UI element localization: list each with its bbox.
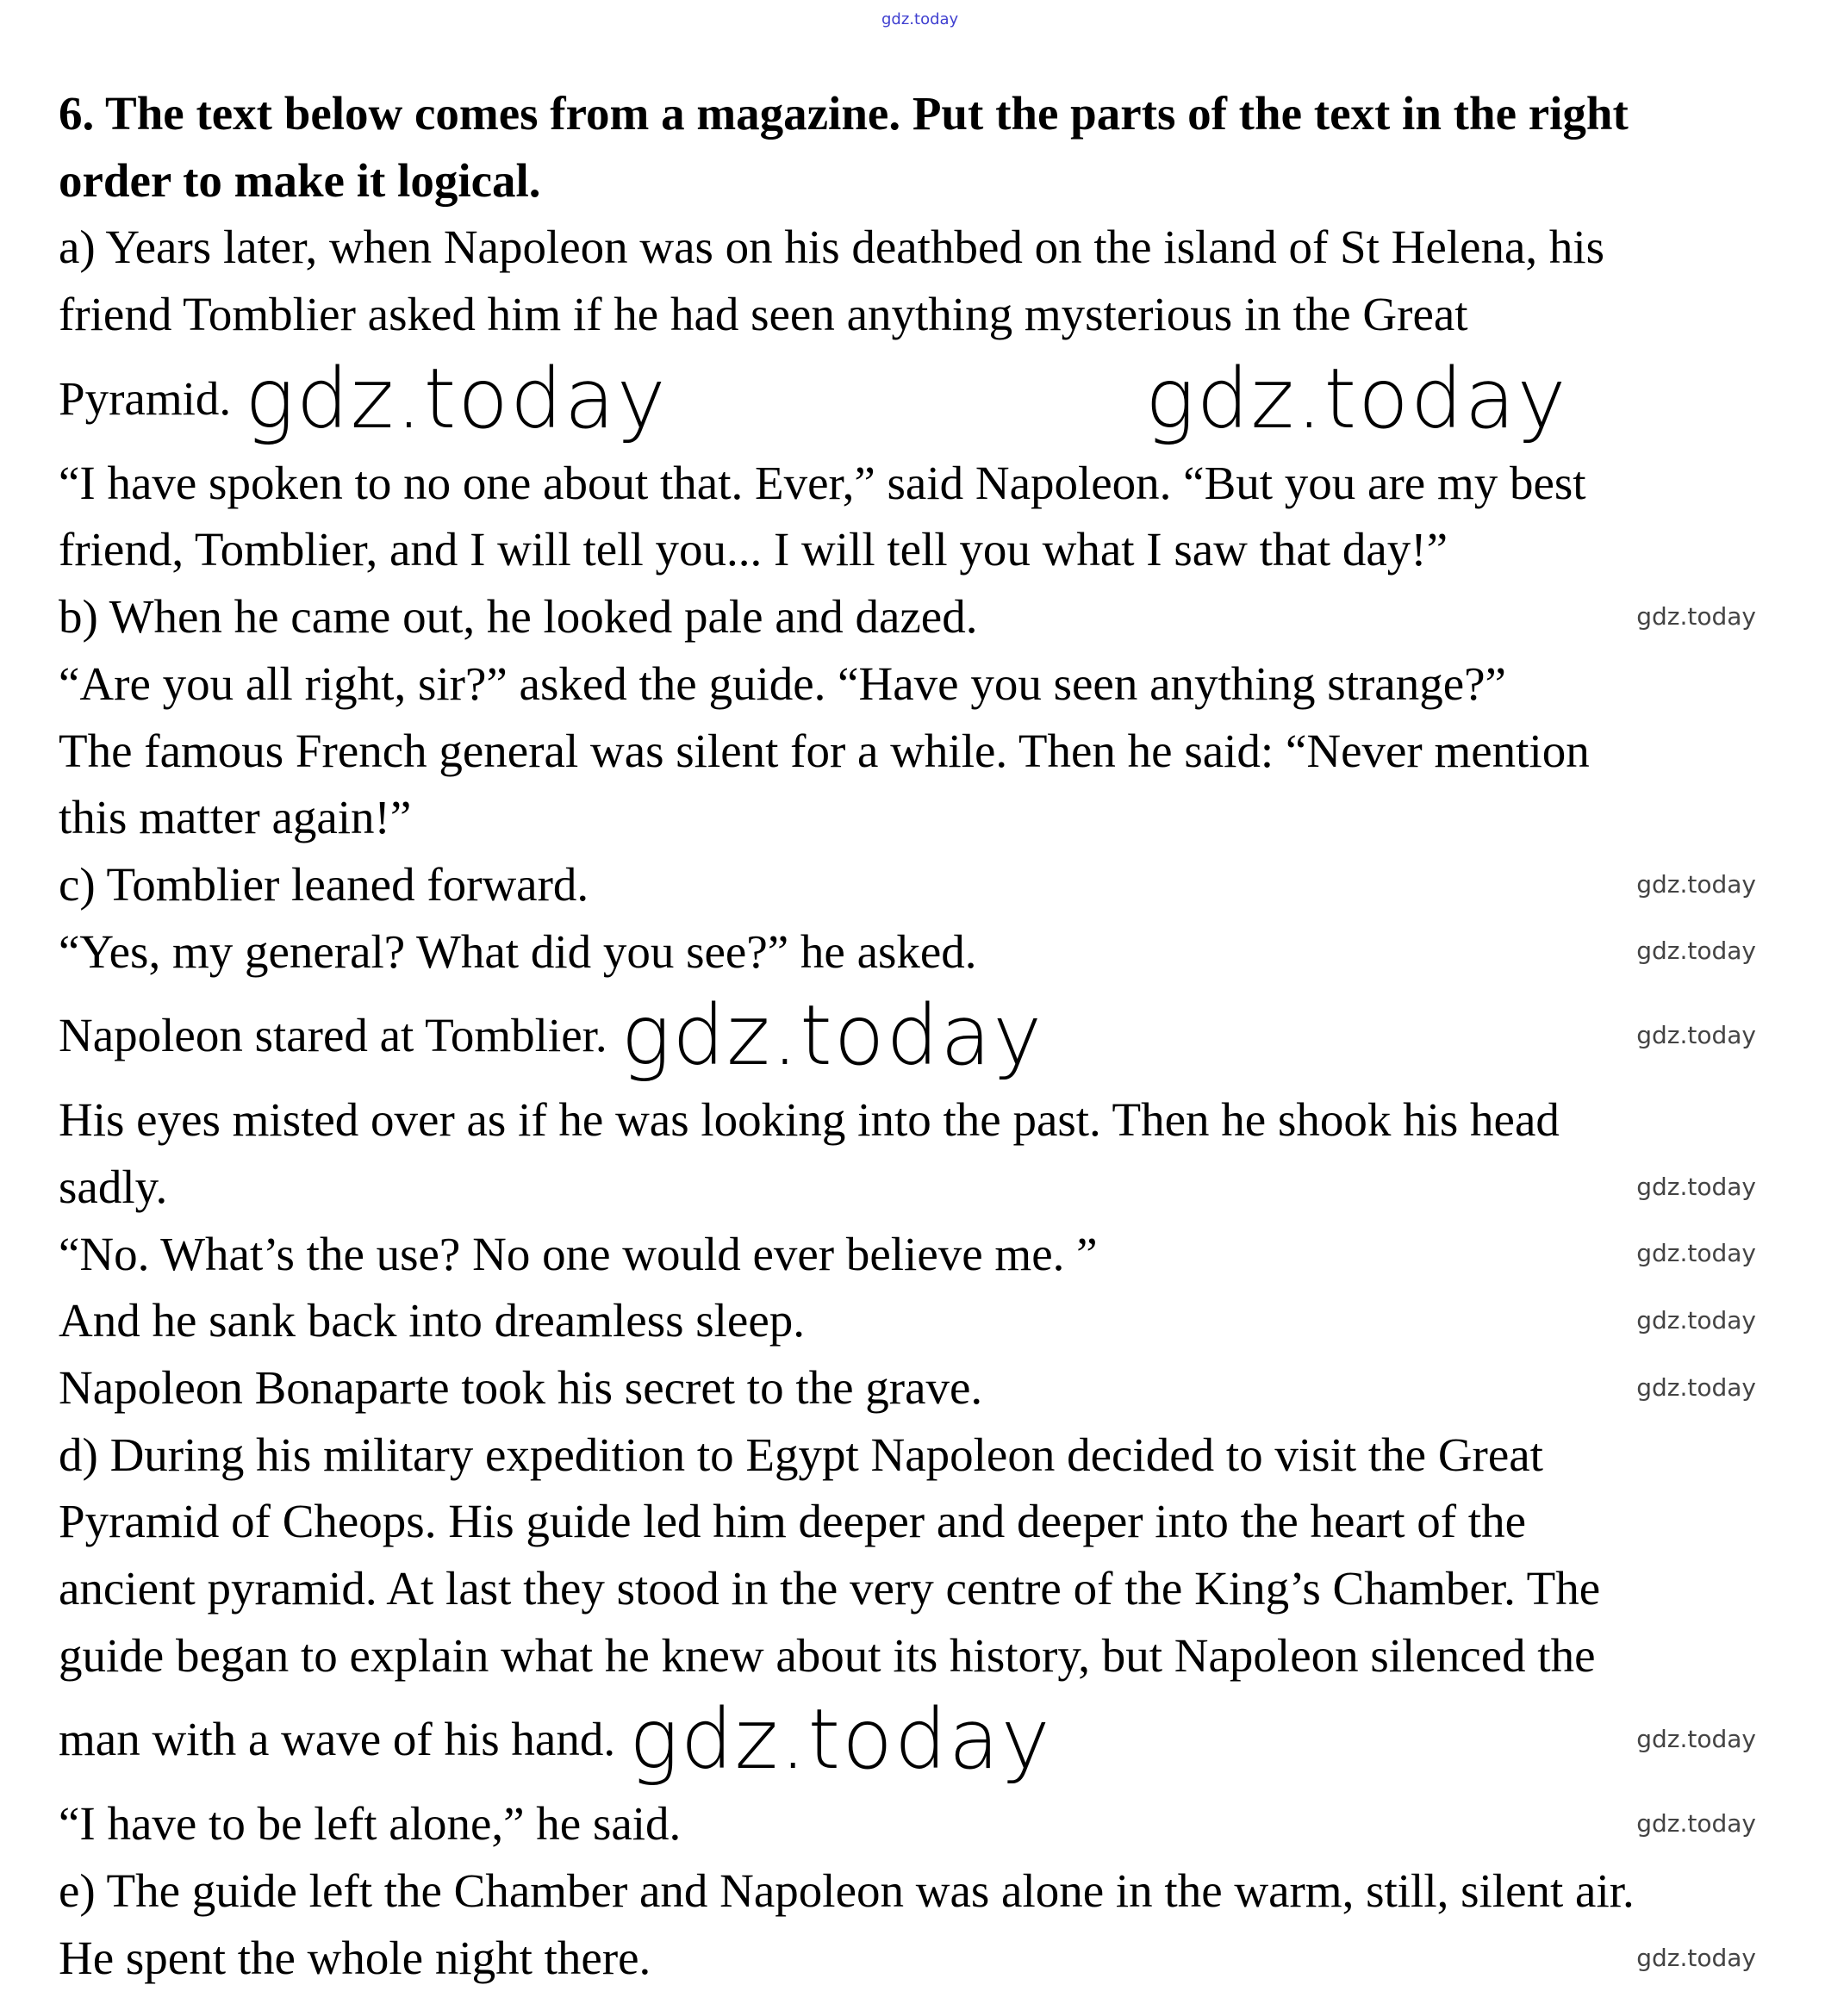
line-text: sadly. (59, 1160, 168, 1213)
line-text: man with a wave of his hand. (59, 1713, 616, 1766)
text-line (59, 650, 1791, 718)
line-text: “No. What’s the use? No one would ever believe me. ” (59, 1227, 1098, 1280)
text-line (59, 1555, 1791, 1622)
line-text: The famous French general was silent for a while. Then he said: “Never mention (59, 724, 1590, 777)
task-heading-line (59, 80, 1791, 147)
line-text: friend Tomblier asked him if he had seen anything mysterious in the Great (59, 288, 1468, 341)
line-text: this matter again!” (59, 791, 412, 844)
text-line (59, 348, 1791, 450)
line-text: Pyramid. (59, 371, 232, 425)
line-text: a) Years later, when Napoleon was on his deathbed on the island of St Helena, his (59, 221, 1605, 274)
watermark-small: gdz.today (1636, 1239, 1756, 1268)
watermark-small: gdz.today (1636, 1725, 1756, 1754)
line-text: “Yes, my general? What did you see?” he asked. (59, 924, 977, 978)
text-line (59, 1689, 1791, 1790)
watermark-small: gdz.today (1636, 601, 1756, 631)
line-text: “I have to be left alone,” he said. (59, 1797, 682, 1851)
text-line (59, 281, 1791, 348)
text-line (59, 918, 1791, 986)
line-text: His eyes misted over as if he was looking into the past. Then he shook his head (59, 1093, 1560, 1147)
watermark-small: gdz.today (1636, 1306, 1756, 1335)
line-text: ancient pyramid. At last they stood in the very centre of the King’s Chamber. The (59, 1562, 1601, 1615)
text-line (59, 1488, 1791, 1555)
text-line (59, 1622, 1791, 1689)
text-line (59, 784, 1791, 851)
text-line (59, 1086, 1791, 1154)
text-line (59, 1857, 1791, 1925)
watermark-small: gdz.today (1636, 1021, 1756, 1050)
line-text: friend, Tomblier, and I will tell you... I will tell you what I saw that day!” (59, 523, 1448, 576)
line-text: c) Tomblier leaned forward. (59, 857, 589, 911)
watermark-top: gdz.today (881, 10, 959, 28)
text-line (59, 1154, 1791, 1221)
watermark-small: gdz.today (1636, 1172, 1756, 1201)
line-text: Napoleon Bonaparte took his secret to the grave. (59, 1361, 983, 1414)
watermark-small: gdz.today (1636, 1943, 1756, 1972)
line-text: 6. The text below comes from a magazine. Put the parts of the text in the right (59, 87, 1629, 140)
line-text: Napoleon stared at Tomblier. (59, 1009, 607, 1062)
line-text: d) During his military expedition to Egypt Napoleon decided to visit the Great (59, 1428, 1543, 1481)
line-text: He spent the whole night there. (59, 1931, 651, 1984)
watermark-large: gdz.today (1145, 350, 1568, 447)
line-text: order to make it logical. (59, 153, 541, 207)
watermark-small: gdz.today (1636, 1809, 1756, 1839)
text-line (59, 214, 1791, 281)
watermark-small: gdz.today (1636, 869, 1756, 899)
text-line (59, 516, 1791, 583)
watermark-small: gdz.today (1636, 1372, 1756, 1402)
exercise-text (59, 80, 1791, 1992)
text-line (59, 1790, 1791, 1857)
line-text: e) The guide left the Chamber and Napoleon was alone in the warm, still, silent air. (59, 1864, 1635, 1918)
text-line (59, 1422, 1791, 1489)
text-line (59, 851, 1791, 918)
task-heading-line (59, 147, 1791, 215)
text-line (59, 1287, 1791, 1354)
text-line (59, 583, 1791, 650)
text-line (59, 718, 1791, 785)
watermark-small: gdz.today (1636, 936, 1756, 966)
line-text: “I have spoken to no one about that. Ever,” said Napoleon. “But you are my best (59, 456, 1586, 509)
watermark-large: gdz.today (245, 350, 668, 447)
text-line (59, 1354, 1791, 1422)
line-text: Pyramid of Cheops. His guide led him deeper and deeper into the heart of the (59, 1495, 1526, 1548)
line-text: “Are you all right, sir?” asked the guide. “Have you seen anything strange?” (59, 656, 1506, 710)
text-line (59, 1221, 1791, 1288)
watermark-large: gdz.today (620, 987, 1044, 1085)
line-text: b) When he came out, he looked pale and dazed. (59, 590, 978, 644)
text-line (59, 450, 1791, 517)
text-line (59, 985, 1791, 1086)
line-text: And he sank back into dreamless sleep. (59, 1294, 806, 1347)
line-text: guide began to explain what he knew about its history, but Napoleon silenced the (59, 1628, 1596, 1682)
text-line (59, 1925, 1791, 1992)
watermark-large: gdz.today (629, 1691, 1052, 1789)
